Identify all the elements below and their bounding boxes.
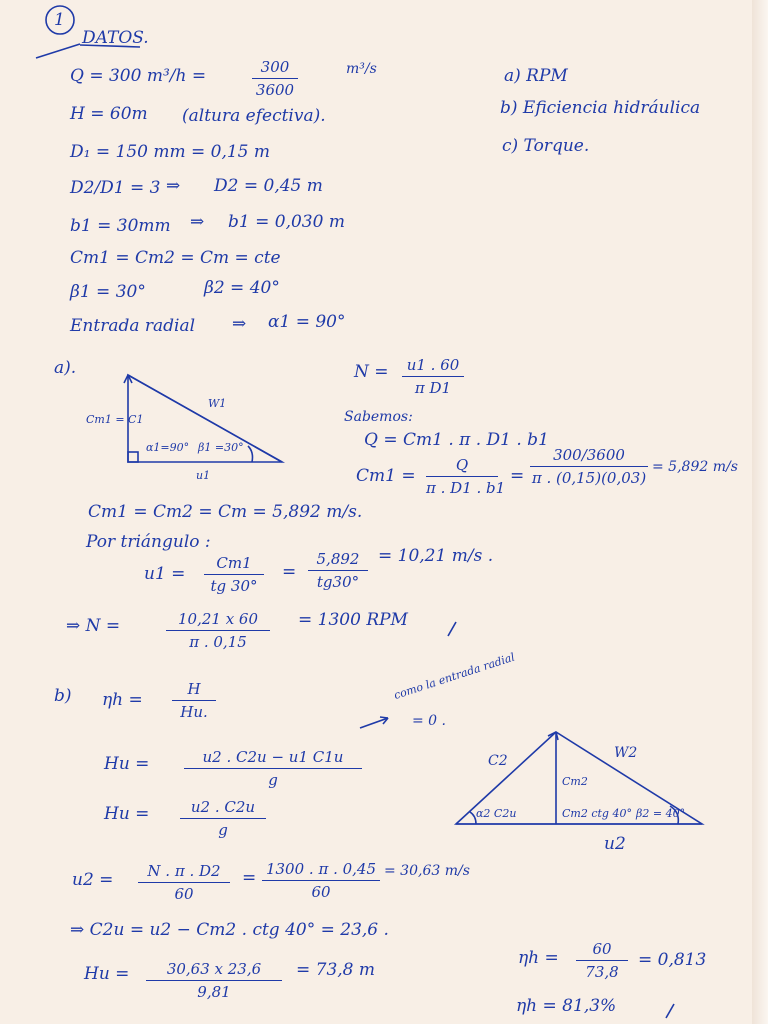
b1-eq: b1 = 30mm: [70, 216, 171, 236]
equals-3: =: [242, 868, 257, 888]
flow-rate-fraction: [252, 58, 298, 99]
equals-1: =: [510, 466, 525, 486]
flow-rate-unit: m³/s: [346, 61, 377, 77]
radial-note-zero: = 0 .: [412, 713, 446, 729]
u1-fraction-2: [308, 550, 368, 591]
hu1-fraction: [184, 748, 362, 789]
c2u-eq: ⇒ C2u = u2 − Cm2 . ctg 40° = 23,6 .: [70, 920, 389, 940]
hu2-fraction: [180, 798, 266, 839]
implies-3: ⇒: [232, 314, 247, 334]
cm-value-line: Cm1 = Cm2 = Cm = 5,892 m/s.: [88, 502, 363, 522]
u1-den: tg 30°: [210, 577, 258, 595]
u1-den-2: tg30°: [316, 573, 360, 591]
flow-rate-den: 3600: [255, 81, 295, 99]
hu3-lhs: Hu =: [84, 964, 130, 984]
eta-den: Hu.: [180, 703, 208, 721]
hu1-lhs: Hu =: [104, 754, 150, 774]
part-a-label: a).: [54, 358, 77, 378]
flow-rate-num: 300: [260, 58, 290, 76]
sabemos-label: Sabemos:: [344, 409, 413, 425]
cm1-den: π . D1 . b1: [426, 479, 506, 497]
u2-result: = 30,63 m/s: [384, 863, 470, 879]
tri1-beta1: β1 =30°: [198, 441, 244, 454]
asked-torque: c) Torque.: [502, 136, 590, 156]
rpm-formula-lhs: N =: [354, 362, 389, 382]
u1-fraction: [204, 554, 264, 595]
problem-number: 1: [54, 10, 65, 30]
hu3-num: 30,63 x 23,6: [166, 960, 262, 978]
cm1-fraction: [426, 456, 506, 497]
d2-eq: D2 = 0,45 m: [214, 176, 323, 196]
implies-2: ⇒: [190, 212, 205, 232]
u1-num-2: 5,892: [316, 550, 360, 568]
rpm-calc-lhs: ⇒ N =: [66, 616, 121, 636]
rpm-calc-fraction: [166, 610, 270, 651]
hu2-lhs: Hu =: [104, 804, 150, 824]
asked-efficiency: b) Eficiencia hidráulica: [500, 98, 701, 118]
hu2-num: u2 . C2u: [190, 798, 256, 816]
b1-meters: b1 = 0,030 m: [228, 212, 345, 232]
cm1-den-2: π . (0,15)(0,03): [531, 469, 647, 487]
u1-result: = 10,21 m/s .: [378, 546, 494, 566]
datos-title: DATOS.: [82, 28, 149, 48]
tri2-u2: u2: [604, 834, 626, 854]
tri2-cm-ctg: Cm2 ctg 40°: [562, 807, 632, 820]
hu1-num: u2 . C2u − u1 C1u: [202, 748, 344, 766]
por-triangulo: Por triángulo :: [86, 532, 211, 552]
u1-num: Cm1: [216, 554, 252, 572]
check-mark-rpm: [448, 622, 456, 636]
hu2-den: g: [218, 821, 228, 839]
alpha1-value: α1 = 90°: [268, 312, 346, 332]
asked-rpm: a) RPM: [504, 66, 568, 86]
right-angle-mark-1: [128, 452, 138, 462]
radial-entry: Entrada radial: [70, 316, 196, 336]
rpm-formula-fraction: [402, 356, 464, 397]
cm1-num: Q: [455, 456, 469, 474]
u2-den-2: 60: [311, 883, 331, 901]
hu1-den: g: [268, 771, 278, 789]
eta2-num: 60: [592, 940, 612, 958]
eta-fraction: [172, 680, 216, 721]
radial-note: como la entrada radial: [392, 650, 517, 702]
hu3-fraction: [146, 960, 282, 1001]
cm1-num-2: 300/3600: [553, 446, 625, 464]
check-mark-eta: [666, 1004, 674, 1018]
tri1-cm1: Cm1 = C1: [86, 413, 144, 426]
tri1-alpha1: α1=90°: [146, 441, 190, 454]
rpm-calc-num: 10,21 x 60: [177, 610, 259, 628]
hu3-den: 9,81: [197, 983, 231, 1001]
tri2-cm2: Cm2: [562, 775, 588, 788]
tri1-u1: u1: [196, 469, 211, 482]
datos-underline-slash: [36, 44, 80, 58]
d1-eq: D₁ = 150 mm = 0,15 m: [70, 142, 271, 162]
equals-2: =: [282, 562, 297, 582]
rpm-formula-den: π D1: [414, 379, 452, 397]
eta2-den: 73,8: [585, 963, 619, 981]
tri2-alpha2: α2 C2u: [476, 807, 517, 820]
u2-fraction-2: [262, 860, 380, 901]
rpm-result: = 1300 RPM: [298, 610, 408, 630]
implies-1: ⇒: [166, 176, 181, 196]
beta1-arc: [248, 446, 253, 462]
flow-rate-eq: Q = 300 m³/h =: [70, 66, 207, 86]
head-eq: H = 60m: [70, 104, 148, 124]
cm1-fraction-2: [530, 446, 648, 487]
u2-num-2: 1300 . π . 0,45: [265, 860, 377, 878]
cm-constant: Cm1 = Cm2 = Cm = cte: [70, 248, 281, 268]
cm1-lhs: Cm1 =: [356, 466, 416, 486]
eta-num: H: [187, 680, 201, 698]
eta2-fraction: [576, 940, 628, 981]
hu3-result: = 73,8 m: [296, 960, 376, 980]
rpm-formula-num: u1 . 60: [406, 356, 460, 374]
tri2-c2: C2: [488, 753, 508, 769]
beta2-value: β2 = 40°: [204, 278, 280, 298]
part-b-label: b): [54, 686, 72, 706]
rpm-calc-den: π . 0,15: [189, 633, 247, 651]
flow-continuity-eq: Q = Cm1 . π . D1 . b1: [364, 430, 549, 450]
u2-num: N . π . D2: [147, 862, 221, 880]
u2-lhs: u2 =: [72, 870, 114, 890]
beta1-value: β1 = 30°: [70, 282, 146, 302]
diameter-ratio: D2/D1 = 3: [70, 178, 161, 198]
tri1-w1: W1: [208, 397, 227, 410]
eta-percent: ηh = 81,3%: [516, 996, 617, 1016]
cm1-result: = 5,892 m/s: [652, 459, 738, 475]
u2-den: 60: [174, 885, 194, 903]
head-note: (altura efectiva).: [182, 106, 326, 126]
eta-lhs: ηh =: [102, 690, 143, 710]
u1-lhs: u1 =: [144, 564, 186, 584]
eta2-lhs: ηh =: [518, 948, 559, 968]
tri2-w2: W2: [614, 745, 638, 761]
eta2-result: = 0,813: [638, 950, 707, 970]
u2-fraction: [138, 862, 230, 903]
tri2-beta2: β2 = 40°: [636, 807, 686, 820]
